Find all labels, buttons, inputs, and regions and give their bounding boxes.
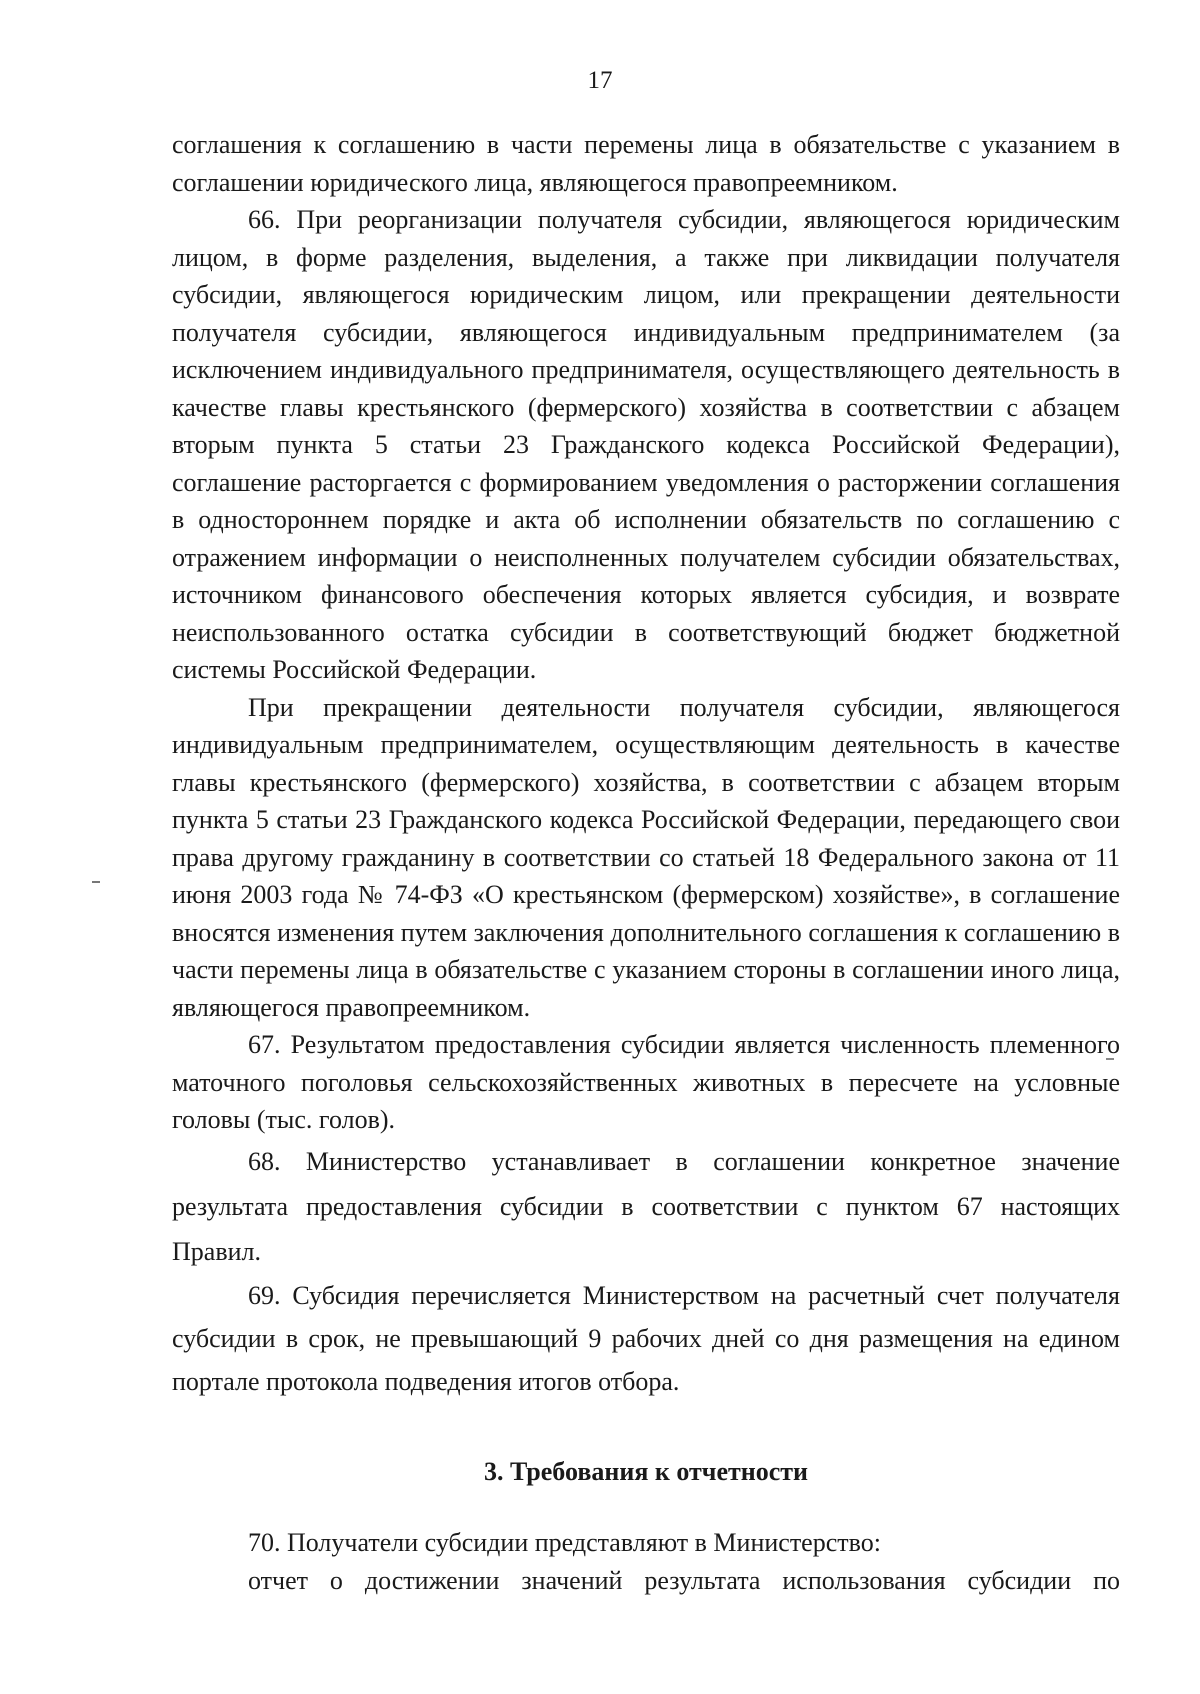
paragraph-70-item: отчет о достижении значений результата использования субсидии по [248, 1565, 1120, 1595]
paragraph-68: 68. Министерство устанавливает в соглашении конкретное значение результата предоставления субсидии в соответствии с пунктом 67 настоящих Правил. [172, 1146, 1120, 1266]
paragraph-67: 67. Результатом предоставления субсидии является численность племенного маточного поголовья сельскохозяйственных животных в пересчете на условные головы (тыс. голов). [172, 1030, 1120, 1134]
paragraph-66-second: При прекращении деятельности получателя субсидии, являющегося индивидуальным предпринимателем, осуществляющим деятельность в качестве главы крестьянского (фермерского) хозяйства, в соответствии с абзацем вторым пункта 5 статьи 23 Гражданского кодекса Российской Федерации, передающего свои права другому гражданину в соответствии со статьей 18 Федерального закона от 11 июня 2003 года № 74-ФЗ «О крестьянском (фермерском) хозяйстве», в соглашение вносятся изменения путем заключения дополнительного соглашения к соглашению в части перемены лица в обязательстве с указанием стороны в соглашении иного лица, являющегося правопреемником. [172, 692, 1120, 1022]
scan-artifact [92, 881, 100, 883]
page-number: 17 [587, 67, 613, 94]
paragraph-66: 66. При реорганизации получателя субсидии, являющегося юридическим лицом, в форме разделения, выделения, а также при ликвидации получателя субсидии, являющегося юридическим лицом, или прекращении деятельности получателя субсидии, являющегося индивидуальным предпринимателем (за исключением индивидуального предпринимателя, осуществляющего деятельность в качестве главы крестьянского (фермерского) хозяйства в соответствии с абзацем вторым пункта 5 статьи 23 Гражданского кодекса Российской Федерации), соглашение расторгается с формированием уведомления о расторжении соглашения в одностороннем порядке и акта об исполнении обязательств по соглашению с отражением информации о неисполненных получателем субсидии обязательствах, источником финансового обеспечения которых является субсидия, и возврате неиспользованного остатка субсидии в соответствующий бюджет бюджетной системы Российской Федерации. [172, 205, 1120, 684]
paragraph-70: 70. Получатели субсидии представляют в Министерство: [248, 1528, 881, 1557]
paragraph-continuation: соглашения к соглашению в части перемены лица в обязательстве с указанием в соглашении юридического лица, являющегося правопреемником. [172, 130, 1120, 197]
section-heading: 3. Требования к отчетности [483, 1456, 809, 1486]
document-body [172, 126, 1120, 1599]
paragraph-69: 69. Субсидия перечисляется Министерством на расчетный счет получателя субсидии в срок, не превышающий 9 рабочих дней со дня размещения на едином портале протокола подведения итогов отбора. [172, 1280, 1120, 1396]
